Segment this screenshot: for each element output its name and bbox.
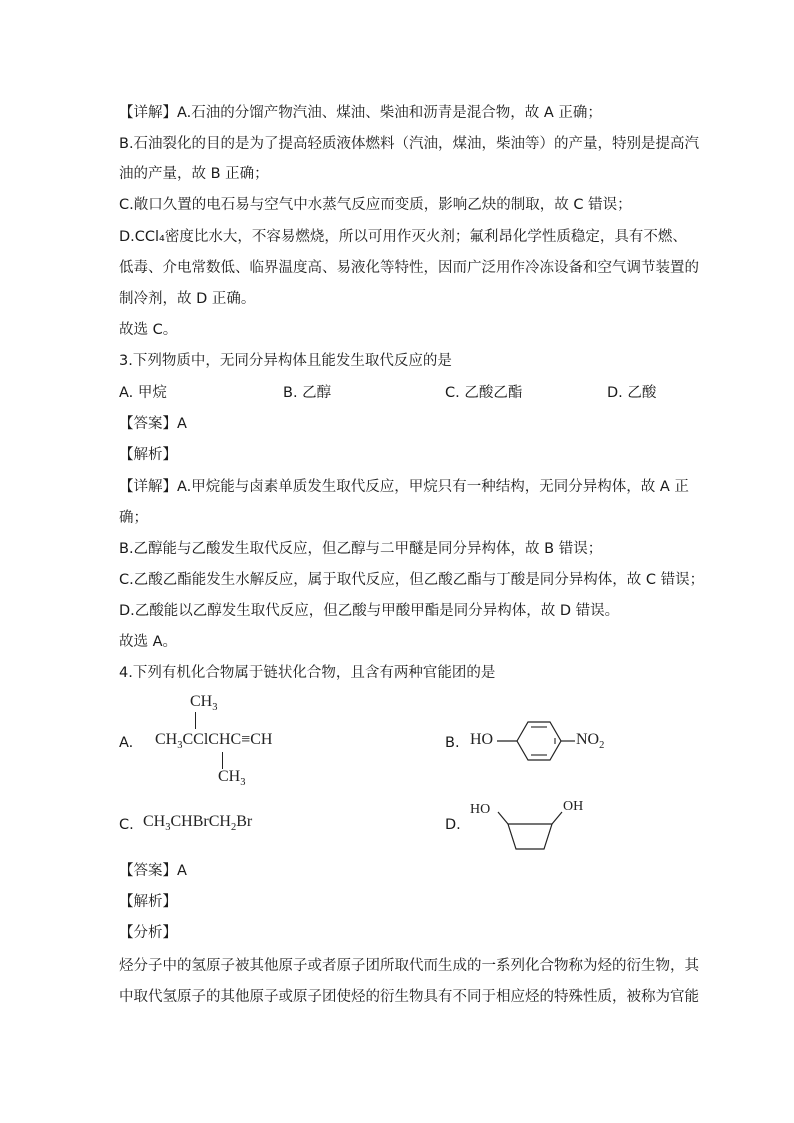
detail-line-d-cont1: 低毒、介电常数低、临界温度高、易液化等特性，因而广泛用作冷冻设备和空气调节装置的 xyxy=(119,260,699,276)
q3-option-b: B. 乙醇 xyxy=(283,385,332,401)
q4-analysis-label: 【解析】 xyxy=(119,894,177,910)
q3-conclusion: 故选 A。 xyxy=(119,634,178,650)
q3-detail-line-4: C.乙酸乙酯能发生水解反应，属于取代反应，但乙酸乙酯与丁酸是同分异构体，故 C 错误； xyxy=(119,572,705,588)
q3-detail-line-3: B.乙醇能与乙酸发生取代反应，但乙醇与二甲醚是同分异构体，故 B 错误； xyxy=(119,541,603,557)
q4-fenxi-line-2: 中取代氢原子的其他原子或原子团使烃的衍生物具有不同于相应烃的特殊性质，被称为官能 xyxy=(119,989,699,1005)
q4-a-bottom-methyl: $CH_3$ xyxy=(218,768,246,788)
q3-option-c: C. 乙酸乙酯 xyxy=(445,385,523,401)
q4-b-hydroxyl: HO xyxy=(470,731,494,748)
q4-c-formula: $CH_3CHBrCH_2Br$ xyxy=(143,813,253,833)
q4-d-hydroxyl-right: OH xyxy=(563,799,584,814)
detail-line-b-cont: 油的产量，故 B 正确； xyxy=(119,166,269,182)
q4-fenxi-line-1: 烃分子中的氢原子被其他原子或者原子团所取代而生成的一系列化合物称为烃的衍生物，其 xyxy=(119,958,699,974)
q4-d-hydroxyl-left: HO xyxy=(470,802,491,817)
q4-a-top-methyl: $CH_3$ xyxy=(190,693,218,713)
detail-line-b: B.石油裂化的目的是为了提高轻质液体燃料（汽油，煤油，柴油等）的产量，特别是提高汽 xyxy=(119,136,700,152)
q3-option-d: D. 乙酸 xyxy=(607,385,657,401)
q4-a-bottom-bond xyxy=(222,752,223,769)
q3-option-a: A. 甲烷 xyxy=(119,385,167,401)
q3-detail-line-2: 确； xyxy=(119,510,148,526)
q3-answer: 【答案】A xyxy=(119,416,187,432)
q4-a-top-bond xyxy=(195,712,196,729)
q4-option-a-label: A. xyxy=(119,735,134,751)
detail-line-d: D.CCl₄密度比水大，不容易燃烧，所以可用作灭火剂；氟利昂化学性质稳定，具有不燃、 xyxy=(119,229,687,245)
q4-fenxi-label: 【分析】 xyxy=(119,925,177,941)
q4-b-nitro: $NO_2$ xyxy=(576,731,605,751)
q3-analysis-label: 【解析】 xyxy=(119,447,177,463)
detail-line-c: C.敞口久置的电石易与空气中水蒸气反应而变质，影响乙炔的制取，故 C 错误； xyxy=(119,197,632,213)
question-4-stem: 4.下列有机化合物属于链状化合物，且含有两种官能团的是 xyxy=(119,665,496,681)
q4-option-b-label: B. xyxy=(445,735,460,751)
detail-line-a: 【详解】A.石油的分馏产物汽油、煤油、柴油和沥青是混合物，故 A 正确； xyxy=(119,105,602,121)
q4-option-c-label: C. xyxy=(119,817,134,833)
cyclopentane-ring-diagram xyxy=(490,808,570,854)
conclusion-line: 故选 C。 xyxy=(119,322,178,338)
q3-detail-line-1: 【详解】A.甲烷能与卤素单质发生取代反应，甲烷只有一种结构，无同分异构体，故 A 正 xyxy=(119,479,689,495)
q4-a-main-chain: $CH_3CClCHC\equiv CH$ xyxy=(155,731,273,751)
q3-detail-line-5: D.乙酸能以乙醇发生取代反应，但乙酸与甲酸甲酯是同分异构体，故 D 错误。 xyxy=(119,603,620,619)
q4-option-d-label: D. xyxy=(445,817,461,833)
question-3-stem: 3.下列物质中，无同分异构体且能发生取代反应的是 xyxy=(119,353,452,369)
detail-line-d-cont2: 制冷剂，故 D 正确。 xyxy=(119,291,256,307)
q4-answer: 【答案】A xyxy=(119,863,187,879)
